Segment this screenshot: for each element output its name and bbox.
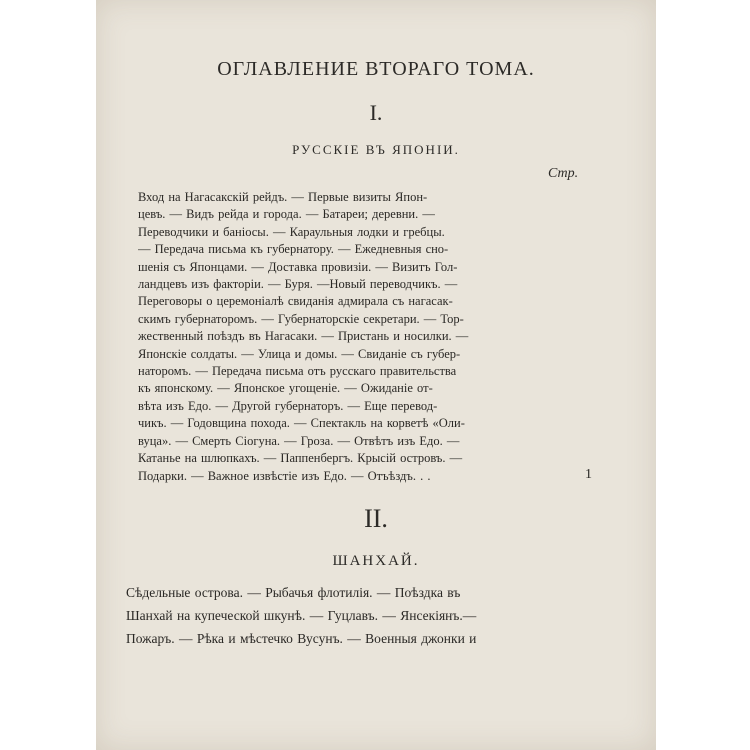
section-2-heading: ШАНХАЙ. xyxy=(332,553,420,569)
section-1-line: Переговоры о церемоніалѣ свиданія адмирала съ нагасак- xyxy=(138,294,453,309)
section-1-line: Вход на Нагасакскій рейдъ. — Первые визиты Япон- xyxy=(138,190,428,204)
section-2-line: Сѣдельные острова. — Рыбачья флотилія. — Поѣздка въ xyxy=(126,585,461,600)
section-1-line: вуца». — Смерть Сіогуна. — Гроза. — Отвѣтъ изъ Едо. — xyxy=(138,433,460,448)
section-1-line: къ японскому. — Японское угощеніе. — Ожиданіе от- xyxy=(138,381,433,396)
section-1-heading: РУССКІЕ ВЪ ЯПОНІИ. xyxy=(292,142,460,157)
section-1-line: наторомъ. — Передача письма отъ русскаго правительства xyxy=(138,364,457,379)
section-1-line: ландцевъ изъ факторіи. — Буря. —Новый переводчикъ. — xyxy=(138,277,458,292)
section-1-line: цевъ. — Видъ рейда и города. — Батареи; деревни. — xyxy=(138,207,435,222)
section-2-line: Шанхай на купеческой шкунѣ. — Гуцлавъ. — Янсекіянъ.— xyxy=(126,608,477,623)
section-1-line: чикъ. — Годовщина похода. — Спектакль на корветѣ «Оли- xyxy=(138,416,465,431)
section-1-line: Японскіе солдаты. — Улица и домы. — Свиданіе съ губер- xyxy=(138,346,461,361)
section-1-line: Переводчики и баніосы. — Караульныя лодки и гребцы. xyxy=(138,224,445,239)
section-2-line: Пожаръ. — Рѣка и мѣстечко Вусунъ. — Военныя джонки и xyxy=(126,631,477,646)
section-1-line: вѣта изъ Едо. — Другой губернаторъ. — Еще перевод- xyxy=(138,398,438,413)
section-1-page-number: 1 xyxy=(585,467,592,482)
page-column-label: Стр. xyxy=(548,166,579,181)
section-1-line: Подарки. — Важное извѣстіе изъ Едо. — Отъѣздъ. . . xyxy=(138,468,431,483)
section-1-number: I. xyxy=(369,100,383,125)
section-2-contents xyxy=(126,581,576,650)
section-1-line: жественный поѣздъ въ Нагасаки. — Пристань и носилки. — xyxy=(138,329,469,344)
section-1-line: — Передача письма къ губернатору. — Ежедневныя сно- xyxy=(138,242,449,257)
section-1-line: скимъ губернаторомъ. — Губернаторскіе секретари. — Тор- xyxy=(138,311,464,326)
table-of-contents-title: ОГЛАВЛЕНИЕ ВТОРАГО ТОМА. xyxy=(217,58,535,80)
section-2-number: II. xyxy=(364,504,388,533)
section-1-line: шенія съ Японцами. — Доставка провизіи. — Визитъ Гол- xyxy=(138,259,458,274)
section-1-contents xyxy=(138,189,564,485)
section-1-line: Катанье на шлюпкахъ. — Паппенбергъ. Крысій островъ. — xyxy=(138,451,463,466)
